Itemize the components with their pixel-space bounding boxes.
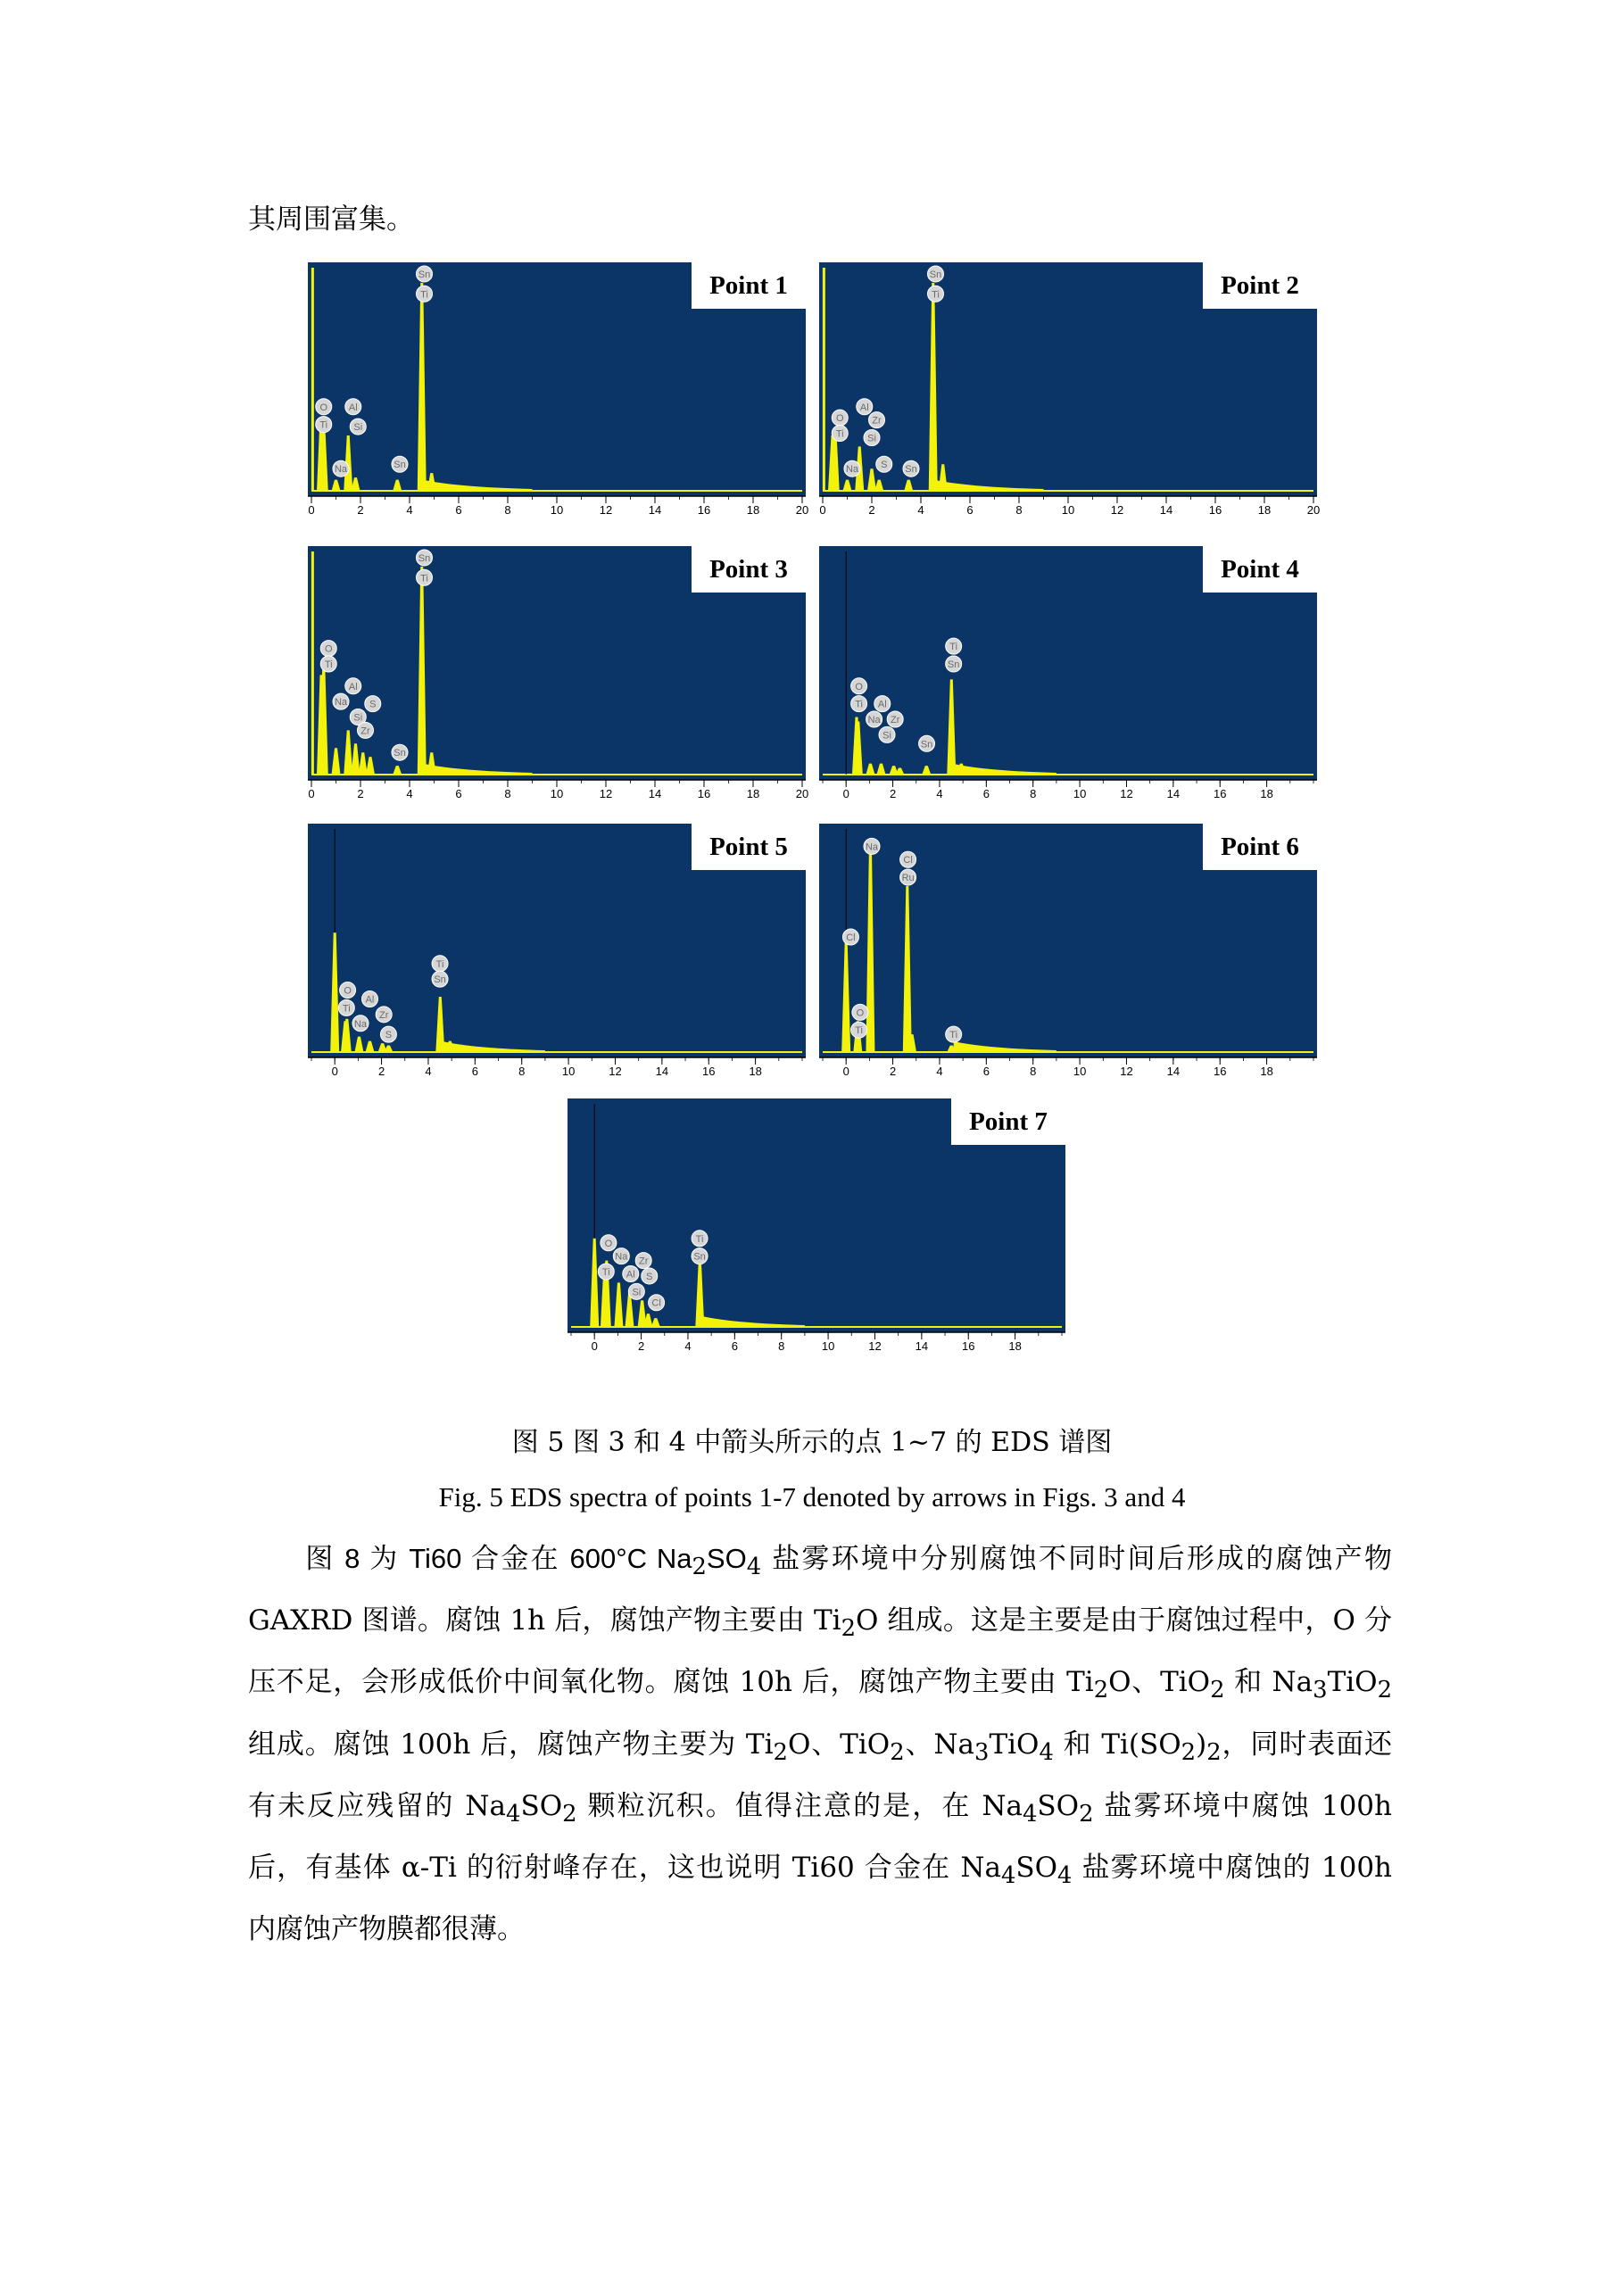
eds-chart-1: [308, 262, 812, 517]
subscript: 2: [1206, 1738, 1222, 1766]
para-text: SO: [1037, 1789, 1080, 1822]
x-tick-label: 6: [471, 1065, 478, 1078]
x-tick-label: 14: [655, 1065, 669, 1078]
x-tick-label: 14: [1159, 503, 1173, 517]
element-symbol: Ti: [601, 1267, 610, 1278]
element-symbol: Na: [334, 464, 348, 476]
x-tick-label: 2: [377, 1065, 385, 1078]
element-label: [852, 1004, 868, 1020]
element-label: [832, 426, 848, 442]
x-tick-label: 4: [936, 787, 943, 800]
x-tick-label: 14: [648, 503, 662, 517]
element-symbol: Cl: [903, 855, 913, 866]
x-tick-label: 12: [868, 1339, 882, 1353]
x-tick-label: 4: [406, 503, 413, 517]
para-text: 颗粒沉积。值得注意的是，在 Na: [576, 1789, 1023, 1822]
x-tick-label: 8: [1030, 787, 1037, 800]
figure-caption-english: Fig. 5 EDS spectra of points 1-7 denoted by arrows in Figs. 3 and 4: [438, 1481, 1186, 1513]
eds-panel-1: [308, 262, 812, 517]
para-text: O、TiO: [787, 1728, 891, 1761]
panel-title: Point 6: [1221, 833, 1299, 861]
x-tick-label: 8: [504, 503, 511, 517]
x-tick-label: 14: [1166, 787, 1181, 800]
para-text: 和 Na: [1224, 1666, 1313, 1699]
element-symbol: Sn: [418, 269, 431, 280]
element-symbol: Al: [348, 402, 358, 413]
element-label: [417, 569, 433, 585]
x-tick-label: 14: [648, 787, 662, 800]
element-symbol: Si: [882, 730, 891, 742]
element-label: [928, 286, 944, 302]
element-symbol: Zr: [638, 1256, 649, 1267]
x-tick-label: 0: [842, 787, 849, 800]
element-label: [601, 1235, 617, 1251]
element-label: [333, 460, 349, 477]
panel-title: Point 4: [1221, 555, 1299, 584]
para-text: TiO: [989, 1728, 1040, 1761]
element-label: [340, 982, 356, 999]
para-text: 组成。腐蚀 100h 后，腐蚀产物主要为 Ti: [248, 1728, 774, 1761]
element-label: [365, 696, 381, 712]
element-label: [946, 638, 962, 654]
para-text: SO: [1015, 1851, 1058, 1884]
element-symbol: Na: [867, 715, 881, 725]
x-tick-label: 10: [1061, 503, 1075, 517]
element-label: [857, 399, 873, 415]
x-tick-label: 12: [599, 503, 613, 517]
subscript: 4: [506, 1800, 521, 1828]
element-symbol: S: [646, 1271, 653, 1282]
element-label: [628, 1283, 644, 1299]
x-tick-label: 20: [795, 787, 809, 800]
element-label: [946, 656, 962, 672]
element-label: [345, 678, 361, 694]
x-tick-label: 18: [746, 503, 760, 517]
element-label: [903, 460, 919, 477]
x-tick-label: 6: [455, 787, 462, 800]
x-tick-label: 20: [1306, 503, 1321, 517]
element-label: [320, 656, 336, 672]
x-tick-label: 2: [637, 1339, 645, 1353]
element-symbol: Na: [845, 464, 859, 476]
x-tick-label: 10: [550, 503, 564, 517]
x-tick-label: 10: [821, 1339, 835, 1353]
element-symbol: Cl: [846, 932, 856, 944]
eds-panel-2: [819, 262, 1323, 517]
element-label: [345, 399, 361, 415]
x-tick-label: 2: [889, 1065, 897, 1078]
x-tick-label: 8: [1015, 503, 1023, 517]
element-label: [887, 711, 903, 727]
para-text: 图 8 为 Ti60 合金在 600°C Na: [303, 1543, 692, 1574]
x-tick-label: 12: [599, 787, 613, 800]
element-label: [417, 550, 433, 566]
element-label: [350, 419, 366, 435]
x-tick-label: 4: [684, 1339, 692, 1353]
para-text: SO: [706, 1543, 747, 1574]
element-label: [844, 460, 860, 477]
element-symbol: Al: [365, 994, 375, 1006]
subscript: 2: [562, 1800, 577, 1828]
element-label: [864, 429, 880, 445]
element-symbol: Na: [865, 841, 879, 853]
element-label: [352, 1015, 369, 1032]
element-symbol: Ti: [324, 659, 333, 670]
element-symbol: Ti: [855, 699, 863, 710]
element-label: [635, 1253, 651, 1269]
element-label: [333, 693, 349, 709]
x-tick-label: 18: [1257, 503, 1272, 517]
x-tick-label: 0: [591, 1339, 598, 1353]
element-label: [842, 929, 858, 945]
x-tick-label: 16: [1214, 1065, 1227, 1078]
x-tick-label: 10: [1073, 1065, 1087, 1078]
x-tick-label: 8: [504, 787, 511, 800]
subscript: 2: [692, 1554, 707, 1581]
element-label: [642, 1268, 658, 1284]
x-tick-label: 16: [962, 1339, 975, 1353]
element-symbol: O: [835, 413, 844, 425]
element-label: [613, 1248, 629, 1264]
para-text: 、Na: [904, 1728, 975, 1761]
x-tick-label: 6: [982, 787, 990, 800]
x-tick-label: 18: [1260, 787, 1273, 800]
para-text: 盐雾环境中腐蚀的 100h 内腐蚀产物膜都很薄。: [248, 1851, 1393, 1946]
body-text: [248, 1532, 1392, 1956]
element-symbol: Ti: [435, 958, 444, 970]
para-text: TiO: [1327, 1666, 1378, 1699]
element-symbol: Sn: [394, 748, 406, 759]
element-symbol: Zr: [872, 415, 882, 427]
element-symbol: Si: [353, 422, 363, 434]
x-tick-label: 0: [331, 1065, 338, 1078]
element-label: [358, 722, 374, 738]
element-symbol: Ti: [342, 1003, 351, 1015]
element-label: [851, 1022, 867, 1038]
element-label: [851, 696, 867, 712]
panel-title: Point 3: [709, 555, 788, 584]
element-label: [876, 456, 892, 472]
element-symbol: Al: [348, 681, 358, 692]
element-label: [361, 991, 377, 1007]
element-label: [432, 956, 448, 972]
element-label: [692, 1231, 708, 1247]
element-label: [417, 286, 433, 302]
element-symbol: Na: [353, 1018, 368, 1030]
subscript: 4: [1022, 1800, 1038, 1828]
x-tick-label: 18: [1260, 1065, 1273, 1078]
eds-chart-2: [819, 262, 1323, 517]
x-tick-label: 10: [561, 1065, 576, 1078]
element-symbol: Ti: [949, 642, 958, 653]
element-symbol: Ti: [855, 1025, 863, 1037]
eds-chart-5: [308, 824, 812, 1078]
subscript: 2: [1377, 1677, 1393, 1704]
element-label: [919, 735, 935, 751]
element-label: [320, 641, 336, 657]
element-symbol: Ti: [949, 1030, 958, 1041]
para-text: 盐雾环境中腐蚀 100h 后，有基体 α-Ti 的衍射峰存在，这也说明 Ti60 合金在 Na: [248, 1789, 1392, 1884]
element-label: [864, 838, 880, 854]
element-symbol: Si: [353, 712, 363, 724]
element-symbol: Ti: [420, 289, 428, 301]
element-symbol: O: [324, 643, 333, 655]
x-tick-label: 2: [357, 503, 364, 517]
element-symbol: Ti: [319, 419, 328, 431]
element-symbol: O: [344, 985, 352, 997]
element-symbol: O: [855, 681, 863, 692]
x-tick-label: 6: [731, 1339, 738, 1353]
element-symbol: Sn: [905, 464, 917, 476]
element-label: [692, 1248, 708, 1264]
element-symbol: Zr: [890, 715, 900, 725]
panel-title: Point 5: [709, 833, 788, 861]
element-symbol: Cl: [651, 1297, 661, 1309]
eds-chart-3: [308, 546, 812, 800]
para-text: ，同时表面还有未反应残留的 Na: [248, 1728, 1393, 1822]
figure-caption-chinese: 图 5 图 3 和 4 中箭头所示的点 1~7 的 EDS 谱图: [511, 1427, 1113, 1458]
element-label: [316, 417, 332, 433]
x-tick-label: 4: [917, 503, 924, 517]
element-symbol: Na: [334, 697, 348, 709]
x-tick-label: 4: [406, 787, 413, 800]
element-symbol: Sn: [929, 269, 942, 280]
element-symbol: Zr: [360, 725, 370, 737]
element-label: [623, 1265, 639, 1281]
para-text: SO: [520, 1789, 563, 1822]
element-symbol: Sn: [693, 1251, 706, 1263]
eds-panel-4: [819, 546, 1323, 800]
x-tick-label: 8: [518, 1065, 526, 1078]
element-label: [928, 266, 944, 282]
element-symbol: Sn: [418, 552, 431, 564]
eds-panel-7: [568, 1098, 1072, 1353]
x-tick-label: 20: [795, 503, 809, 517]
x-tick-label: 4: [936, 1065, 943, 1078]
x-tick-label: 2: [889, 787, 897, 800]
x-tick-label: 12: [1120, 787, 1133, 800]
para-text: ): [1196, 1728, 1207, 1761]
element-symbol: Ti: [932, 289, 940, 301]
eds-panel-3: [308, 546, 812, 800]
element-label: [392, 744, 408, 760]
x-tick-label: 2: [868, 503, 875, 517]
eds-panel-6: [819, 824, 1323, 1078]
x-tick-label: 12: [609, 1065, 622, 1078]
x-tick-label: 10: [1073, 787, 1087, 800]
element-symbol: Si: [867, 433, 876, 444]
element-symbol: Zr: [378, 1009, 389, 1021]
para-text: O、TiO: [1108, 1666, 1211, 1699]
element-symbol: O: [604, 1238, 613, 1249]
element-label: [874, 696, 891, 712]
x-tick-label: 18: [746, 787, 760, 800]
element-label: [338, 999, 354, 1015]
element-label: [376, 1007, 392, 1023]
x-tick-label: 16: [1214, 787, 1227, 800]
element-label: [869, 412, 885, 428]
panel-title: Point 1: [709, 271, 788, 300]
x-tick-label: 18: [1008, 1339, 1022, 1353]
x-tick-label: 14: [915, 1339, 929, 1353]
x-tick-label: 14: [1166, 1065, 1181, 1078]
x-tick-label: 2: [357, 787, 364, 800]
eds-panel-5: [308, 824, 812, 1078]
x-tick-label: 12: [1120, 1065, 1133, 1078]
element-label: [851, 678, 867, 694]
subscript: 2: [1079, 1800, 1094, 1828]
element-symbol: Ti: [420, 573, 428, 584]
x-tick-label: 12: [1110, 503, 1124, 517]
element-symbol: Ti: [695, 1233, 704, 1245]
element-label: [417, 266, 433, 282]
x-tick-label: 16: [1208, 503, 1222, 517]
x-tick-label: 16: [697, 787, 711, 800]
element-label: [879, 726, 895, 742]
element-symbol: Sn: [394, 460, 406, 471]
element-symbol: S: [385, 1030, 393, 1041]
element-symbol: Si: [632, 1287, 642, 1298]
element-label: [900, 851, 916, 867]
x-tick-label: 0: [308, 503, 315, 517]
element-label: [432, 971, 448, 987]
paragraph: [248, 1532, 1392, 1956]
x-tick-label: 6: [455, 503, 462, 517]
element-symbol: Sn: [434, 974, 446, 986]
eds-chart-4: [819, 546, 1323, 800]
element-symbol: Sn: [947, 659, 960, 670]
element-label: [900, 869, 916, 885]
x-tick-label: 4: [425, 1065, 432, 1078]
element-symbol: Sn: [920, 739, 933, 750]
subscript: 2: [1181, 1738, 1197, 1766]
element-symbol: S: [881, 460, 888, 471]
subscript: 4: [1039, 1738, 1054, 1766]
element-symbol: Na: [615, 1251, 628, 1263]
x-tick-label: 18: [749, 1065, 762, 1078]
panel-title: Point 7: [969, 1107, 1048, 1136]
x-tick-label: 0: [842, 1065, 849, 1078]
element-label: [316, 399, 332, 415]
x-tick-label: 8: [1030, 1065, 1037, 1078]
para-text: 和 Ti(SO: [1053, 1728, 1181, 1761]
element-symbol: Al: [626, 1269, 635, 1281]
subscript: 3: [974, 1738, 990, 1766]
subscript: 4: [746, 1554, 762, 1581]
element-label: [598, 1264, 614, 1280]
element-label: [380, 1026, 396, 1042]
element-symbol: Ru: [901, 873, 915, 884]
eds-chart-6: [819, 824, 1323, 1078]
subscript: 2: [773, 1738, 788, 1766]
subscript: 4: [1000, 1862, 1016, 1890]
x-tick-label: 6: [966, 503, 974, 517]
element-label: [832, 410, 848, 426]
subscript: 2: [841, 1615, 856, 1643]
element-symbol: Al: [859, 402, 869, 413]
para-text: 盐雾环境中分别腐蚀不同时间后形成的腐蚀产物GAXRD 图谱。腐蚀 1h 后，腐蚀产物主要由 Ti: [248, 1543, 1392, 1637]
element-label: [392, 456, 408, 472]
para-text: O 组成。这是主要是由于腐蚀过程中，O 分压不足，会形成低价中间氧化物。腐蚀 10h 后，腐蚀产物主要由 Ti: [248, 1604, 1392, 1699]
subscript: 3: [1313, 1677, 1328, 1704]
eds-chart-7: [568, 1098, 1072, 1353]
x-tick-label: 6: [982, 1065, 990, 1078]
x-tick-label: 8: [778, 1339, 785, 1353]
element-symbol: O: [319, 402, 328, 413]
subscript: 4: [1057, 1862, 1073, 1890]
subscript: 2: [1210, 1677, 1225, 1704]
element-symbol: S: [369, 699, 377, 710]
x-tick-label: 16: [697, 503, 711, 517]
element-label: [946, 1026, 962, 1042]
subscript: 2: [890, 1738, 905, 1766]
x-tick-label: 0: [819, 503, 826, 517]
element-symbol: O: [856, 1007, 865, 1019]
panel-title: Point 2: [1221, 271, 1299, 300]
element-symbol: Al: [877, 699, 887, 710]
subscript: 2: [1093, 1677, 1109, 1704]
x-tick-label: 10: [550, 787, 564, 800]
element-label: [866, 711, 882, 727]
element-label: [649, 1295, 665, 1311]
lead-text: 其周围富集。: [248, 203, 414, 236]
x-tick-label: 16: [702, 1065, 716, 1078]
element-symbol: Ti: [835, 428, 844, 440]
x-tick-label: 0: [308, 787, 315, 800]
